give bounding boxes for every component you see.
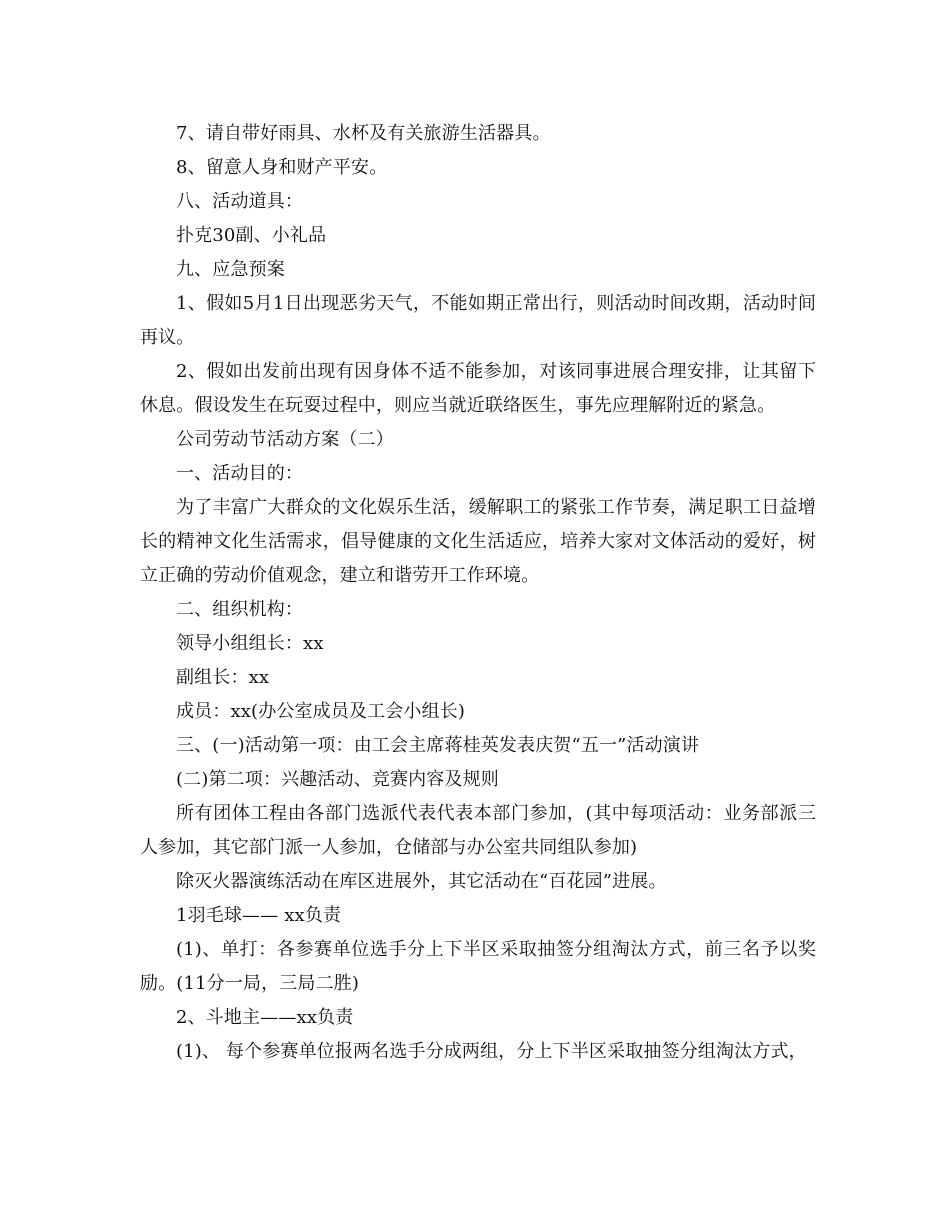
paragraph: (1)、单打：各参赛单位选手分上下半区采取抽签分组淘汰方式，前三名予以奖励。(11分一局，三局二胜) xyxy=(140,939,816,994)
paragraph: 2、假如出发前出现有因身体不适不能参加，对该同事进展合理安排，让其留下休息。假设发生在玩耍过程中，则应当就近联络医生，事先应理解附近的紧急。 xyxy=(140,361,816,416)
paragraph: 副组长：xx xyxy=(176,667,270,688)
paragraph: 成员：xx(办公室成员及工会小组长) xyxy=(176,701,466,722)
paragraph: 除灭火器演练活动在库区进展外，其它活动在“百花园”进展。 xyxy=(176,871,667,892)
paragraph: 领导小组组长：xx xyxy=(176,633,324,654)
paragraph: 7、请自带好雨具、水杯及有关旅游生活器具。 xyxy=(176,123,551,144)
document-body xyxy=(140,117,816,1069)
paragraph: (二)第二项：兴趣活动、竞赛内容及规则 xyxy=(176,769,499,790)
section-heading: 三、(一)活动第一项：由工会主席蒋桂英发表庆贺“五一”活动演讲 xyxy=(176,735,700,756)
paragraph: (1)、 每个参赛单位报两名选手分成两组，分上下半区采取抽签分组淘汰方式， xyxy=(176,1041,807,1062)
section-heading: 八、活动道具： xyxy=(176,191,304,212)
section-heading: 一、活动目的： xyxy=(176,463,304,484)
paragraph: 扑克30副、小礼品 xyxy=(176,225,327,246)
section-heading: 九、应急预案 xyxy=(176,259,285,280)
paragraph: 8、留意人身和财产平安。 xyxy=(176,157,388,178)
document-subtitle: 公司劳动节活动方案（二） xyxy=(176,429,394,450)
paragraph: 为了丰富广大群众的文化娱乐生活，缓解职工的紧张工作节奏，满足职工日益增长的精神文化生活需求，倡导健康的文化生活适应，培养大家对文体活动的爱好，树立正确的劳动价值观念，建立和谐劳开工作环境。 xyxy=(140,497,816,586)
paragraph: 所有团体工程由各部门选派代表代表本部门参加，(其中每项活动：业务部派三人参加，其它部门派一人参加，仓储部与办公室共同组队参加) xyxy=(140,803,816,858)
paragraph: 1羽毛球—— xx负责 xyxy=(176,905,342,926)
section-heading: 二、组织机构： xyxy=(176,599,304,620)
paragraph: 2、斗地主——xx负责 xyxy=(176,1007,354,1028)
paragraph: 1、假如5月1日出现恶劣天气，不能如期正常出行，则活动时间改期，活动时间再议。 xyxy=(140,293,816,348)
